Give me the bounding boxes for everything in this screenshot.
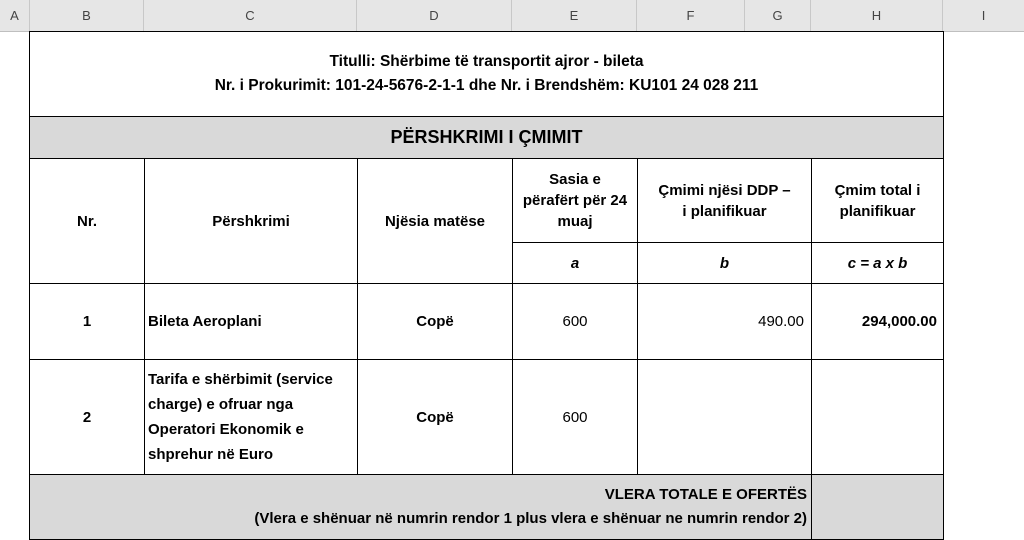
formula-label-b[interactable]: b: [637, 242, 812, 284]
header-unit[interactable]: Njësia matëse: [357, 158, 513, 284]
header-unit-price[interactable]: Çmimi njësi DDP – i planifikuar: [637, 158, 812, 243]
column-header-h[interactable]: H: [811, 0, 943, 31]
header-nr[interactable]: Nr.: [29, 158, 145, 284]
row-1-description[interactable]: Bileta Aeroplani: [144, 283, 358, 360]
column-header-c[interactable]: C: [144, 0, 357, 31]
row-1-unit-price[interactable]: 490.00: [637, 283, 812, 360]
row-1-nr[interactable]: 1: [29, 283, 145, 360]
row-1-quantity[interactable]: 600: [512, 283, 638, 360]
row-2-quantity[interactable]: 600: [512, 359, 638, 475]
section-title[interactable]: PËRSHKRIMI I ÇMIMIT: [29, 116, 944, 159]
row-2-nr[interactable]: 2: [29, 359, 145, 475]
total-offer-value[interactable]: [811, 474, 944, 540]
column-header-g[interactable]: G: [745, 0, 811, 31]
title-line-1: Titulli: Shërbime të transportit ajror - bileta: [329, 53, 644, 70]
title-cell[interactable]: [29, 31, 944, 117]
formula-label-a[interactable]: a: [512, 242, 638, 284]
total-offer-label-cell[interactable]: [29, 474, 812, 540]
column-header-b[interactable]: B: [30, 0, 144, 31]
title-line-2: Nr. i Prokurimit: 101-24-5676-2-1-1 dhe Nr. i Brendshëm: KU101 24 028 211: [214, 77, 759, 94]
column-header-e[interactable]: E: [512, 0, 637, 31]
row-2-total[interactable]: [811, 359, 944, 475]
row-2-unit-price[interactable]: [637, 359, 812, 475]
header-description[interactable]: Përshkrimi: [144, 158, 358, 284]
row-1-total[interactable]: 294,000.00: [811, 283, 944, 360]
row-1-unit[interactable]: Copë: [357, 283, 513, 360]
column-header-bar: [0, 0, 1024, 32]
header-total[interactable]: Çmim total i planifikuar: [811, 158, 944, 243]
total-offer-note: (Vlera e shënuar në numrin rendor 1 plus vlera e shënuar ne numrin rendor 2): [254, 510, 807, 527]
formula-label-c[interactable]: c = a x b: [811, 242, 944, 284]
column-header-f[interactable]: F: [637, 0, 745, 31]
spreadsheet-grid: [0, 31, 1024, 538]
total-offer-label: VLERA TOTALE E OFERTËS: [604, 486, 807, 503]
column-header-a[interactable]: A: [0, 0, 30, 31]
column-header-i[interactable]: I: [981, 8, 986, 23]
row-2-unit[interactable]: Copë: [357, 359, 513, 475]
header-quantity[interactable]: Sasia e përafërt për 24 muaj: [512, 158, 638, 243]
column-header-d[interactable]: D: [357, 0, 512, 31]
row-2-description[interactable]: Tarifa e shërbimit (service charge) e ofruar nga Operatori Ekonomik e shprehur në Euro: [144, 359, 358, 475]
